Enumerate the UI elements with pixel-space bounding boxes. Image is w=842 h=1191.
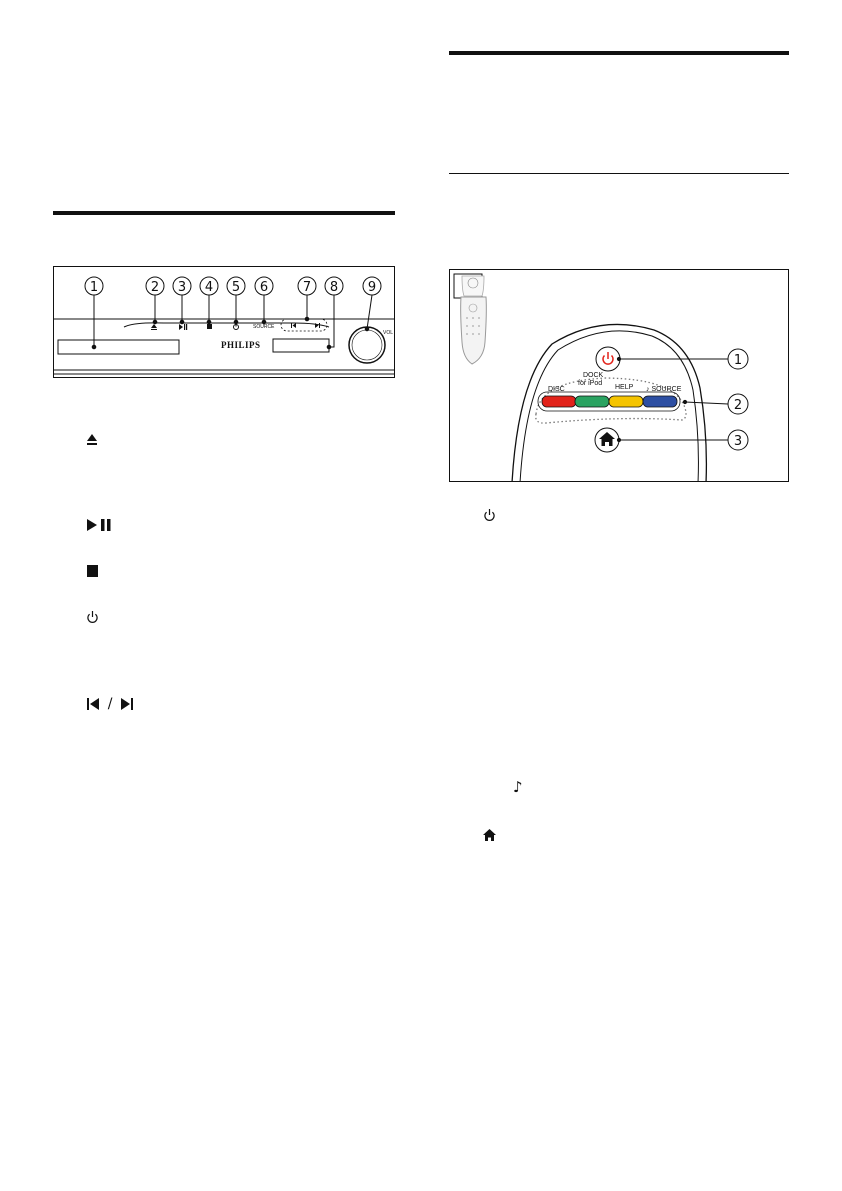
legend-home — [482, 826, 497, 842]
legend-music-note — [513, 779, 523, 795]
callout-6: 6 — [259, 280, 269, 295]
yellow-help-button — [609, 396, 643, 407]
play-pause-icon — [86, 518, 112, 532]
red-disc-button — [542, 396, 576, 407]
remote-callout-1: 1 — [733, 353, 743, 368]
stop-icon — [207, 324, 212, 329]
prev-next-separator: / — [107, 696, 113, 712]
legend-power — [86, 608, 99, 624]
callout-5: 5 — [231, 280, 241, 295]
callout-4: 4 — [204, 280, 214, 295]
music-note-icon: ♪ — [513, 778, 523, 796]
callout-2: 2 — [150, 280, 160, 295]
subsection-rule-right — [449, 173, 789, 174]
power-icon — [86, 610, 99, 624]
section-heading-rule — [53, 211, 395, 215]
remote-callout-2: 2 — [733, 398, 743, 413]
eject-icon — [86, 433, 98, 447]
source-label: ♪ SOURCE — [646, 386, 682, 393]
display-panel — [273, 339, 329, 352]
dock-label-line2: for iPod — [578, 380, 603, 387]
callout-1: 1 — [89, 280, 99, 295]
callout-7: 7 — [302, 280, 312, 295]
front-panel-illustration — [53, 266, 395, 378]
next-icon — [120, 697, 134, 711]
callout-3: 3 — [177, 280, 187, 295]
green-dock-button — [575, 396, 609, 407]
callout-8: 8 — [329, 280, 339, 295]
previous-icon — [86, 697, 100, 711]
volume-knob — [349, 327, 385, 363]
remote-illustration — [449, 269, 789, 482]
remote-drawing — [450, 270, 789, 482]
legend-play-pause — [86, 516, 112, 532]
blue-source-button — [643, 396, 677, 407]
legend-prev-next — [86, 695, 134, 712]
disc-label: DISC — [548, 386, 565, 393]
source-button-label: SOURCE — [253, 324, 275, 330]
brand-logo-text: PHILIPS — [221, 340, 261, 350]
dock-label-line1: DOCK — [583, 372, 604, 379]
front-panel-drawing — [54, 267, 395, 378]
next-icon — [315, 323, 319, 328]
stop-icon — [86, 564, 99, 578]
vol-label: VOL — [383, 330, 394, 336]
eject-icon — [151, 324, 157, 328]
prev-icon — [293, 323, 297, 328]
play-icon — [179, 324, 183, 330]
home-icon — [482, 828, 497, 842]
section-heading-rule-right — [449, 51, 789, 55]
help-label: HELP — [615, 384, 634, 391]
remote-callout-3: 3 — [733, 434, 743, 449]
disc-tray — [58, 340, 179, 354]
legend-eject — [86, 431, 98, 447]
legend-remote-power — [483, 506, 496, 522]
legend-stop — [86, 562, 99, 578]
callout-9: 9 — [367, 280, 377, 295]
power-icon — [483, 508, 496, 522]
